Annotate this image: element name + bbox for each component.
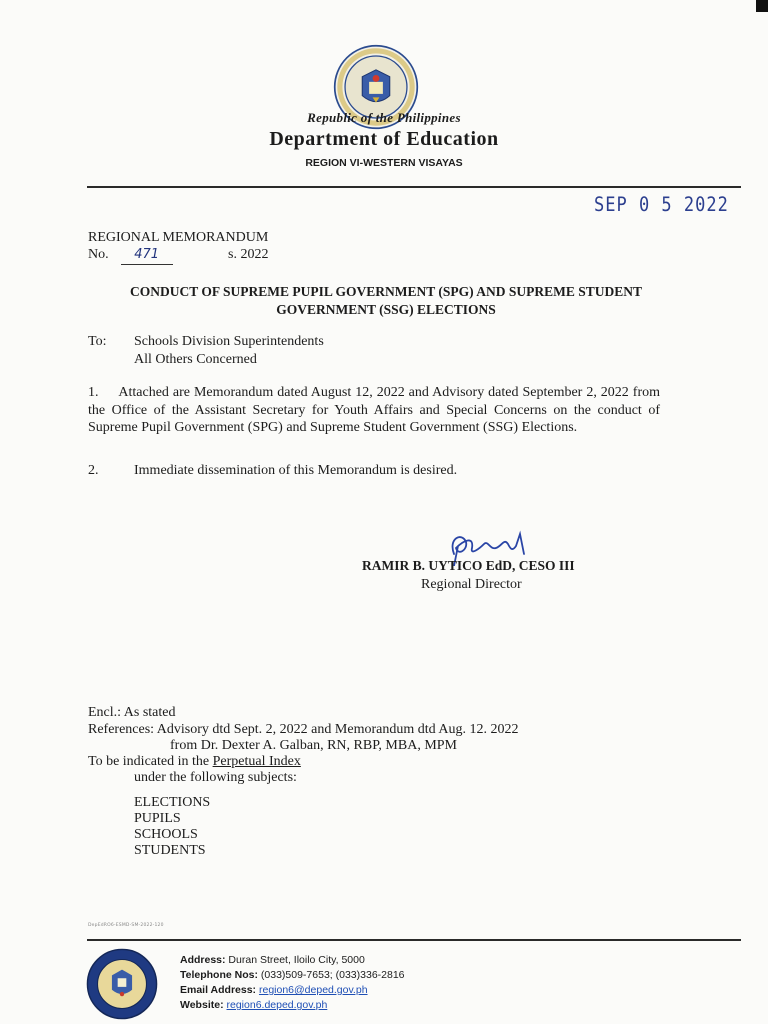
regional-seal-icon [86,948,158,1020]
header-divider [87,186,741,188]
to-recipients [134,333,324,368]
enclosure-note: Encl.: As stated [88,705,176,720]
header-republic: Republic of the Philippines [307,110,461,125]
website-line [180,998,405,1013]
website-link[interactable]: region6.deped.gov.ph [226,999,328,1011]
document-code: DepEdRO6-ESMD-SM-2022-120 [88,923,164,928]
references-source: from Dr. Dexter A. Galban, RN, RBP, MBA, MPM [170,738,458,753]
email-line [180,983,405,998]
perpetual-index-note [88,753,301,771]
perpetual-prefix: To be indicated in the [88,754,213,769]
email-label: Email Address: [180,984,257,996]
email-link[interactable]: region6@deped.gov.ph [258,984,368,996]
corner-mark [756,0,768,12]
recipient-1: Schools Division Superintendents [134,334,324,349]
list-item: STUDENTS [134,843,206,858]
memo-subject [88,283,684,318]
perpetual-index-link: Perpetual Index [212,754,301,769]
recipient-2: All Others Concerned [134,351,257,367]
to-label: To: [88,334,107,349]
references-note: References: Advisory dtd Sept. 2, 2022 and Memorandum dtd Aug. 12. 2022 [88,722,519,737]
subject-line-1: CONDUCT OF SUPREME PUPIL GOVERNMENT (SPG) AND SUPREME STUDENT [129,284,643,299]
paragraph-2: Immediate dissemination of this Memorandum is desired. [134,463,458,478]
paragraph-2-number: 2. [88,463,99,478]
memo-series: s. 2022 [228,247,269,262]
website-label: Website: [180,999,224,1011]
memo-number [88,246,173,265]
paragraph-1: 1. Attached are Memorandum dated August 12, 2022 and Advisory dated September 2, 2022 from the Office of the Assistant Secretary for Youth Affairs and Special Concerns on the conduct of Supreme Pupil Government (SPG) and Supreme Student Government (SSG) Elections. [88,385,660,435]
memo-type: REGIONAL MEMORANDUM [88,230,269,245]
header-department: Department of Education [269,128,499,150]
list-item: ELECTIONS [134,795,211,810]
list-item: SCHOOLS [134,827,198,842]
phone-label: Telephone Nos: [180,969,258,981]
signatory-name: RAMIR B. UYTICO EdD, CESO III [362,558,575,573]
contact-footer [180,953,405,1013]
list-item: PUPILS [134,811,181,826]
phone-line [180,968,405,983]
received-date-stamp: SEP 0 5 2022 [594,193,729,217]
perpetual-index-subtext: under the following subjects: [134,770,297,785]
memo-number-label: No. [88,247,109,262]
footer-divider [87,939,741,941]
subject-list [134,795,210,859]
phone-value: (033)509-7653; (033)336-2816 [257,969,405,981]
memo-number-value: 471 [121,246,173,265]
signatory-title: Regional Director [421,577,522,592]
header-region: REGION VI-WESTERN VISAYAS [305,157,463,169]
address-label: Address: [180,954,226,966]
address-value: Duran Street, Iloilo City, 5000 [225,954,365,966]
subject-line-2: GOVERNMENT (SSG) ELECTIONS [276,301,496,317]
address-line [180,953,405,968]
